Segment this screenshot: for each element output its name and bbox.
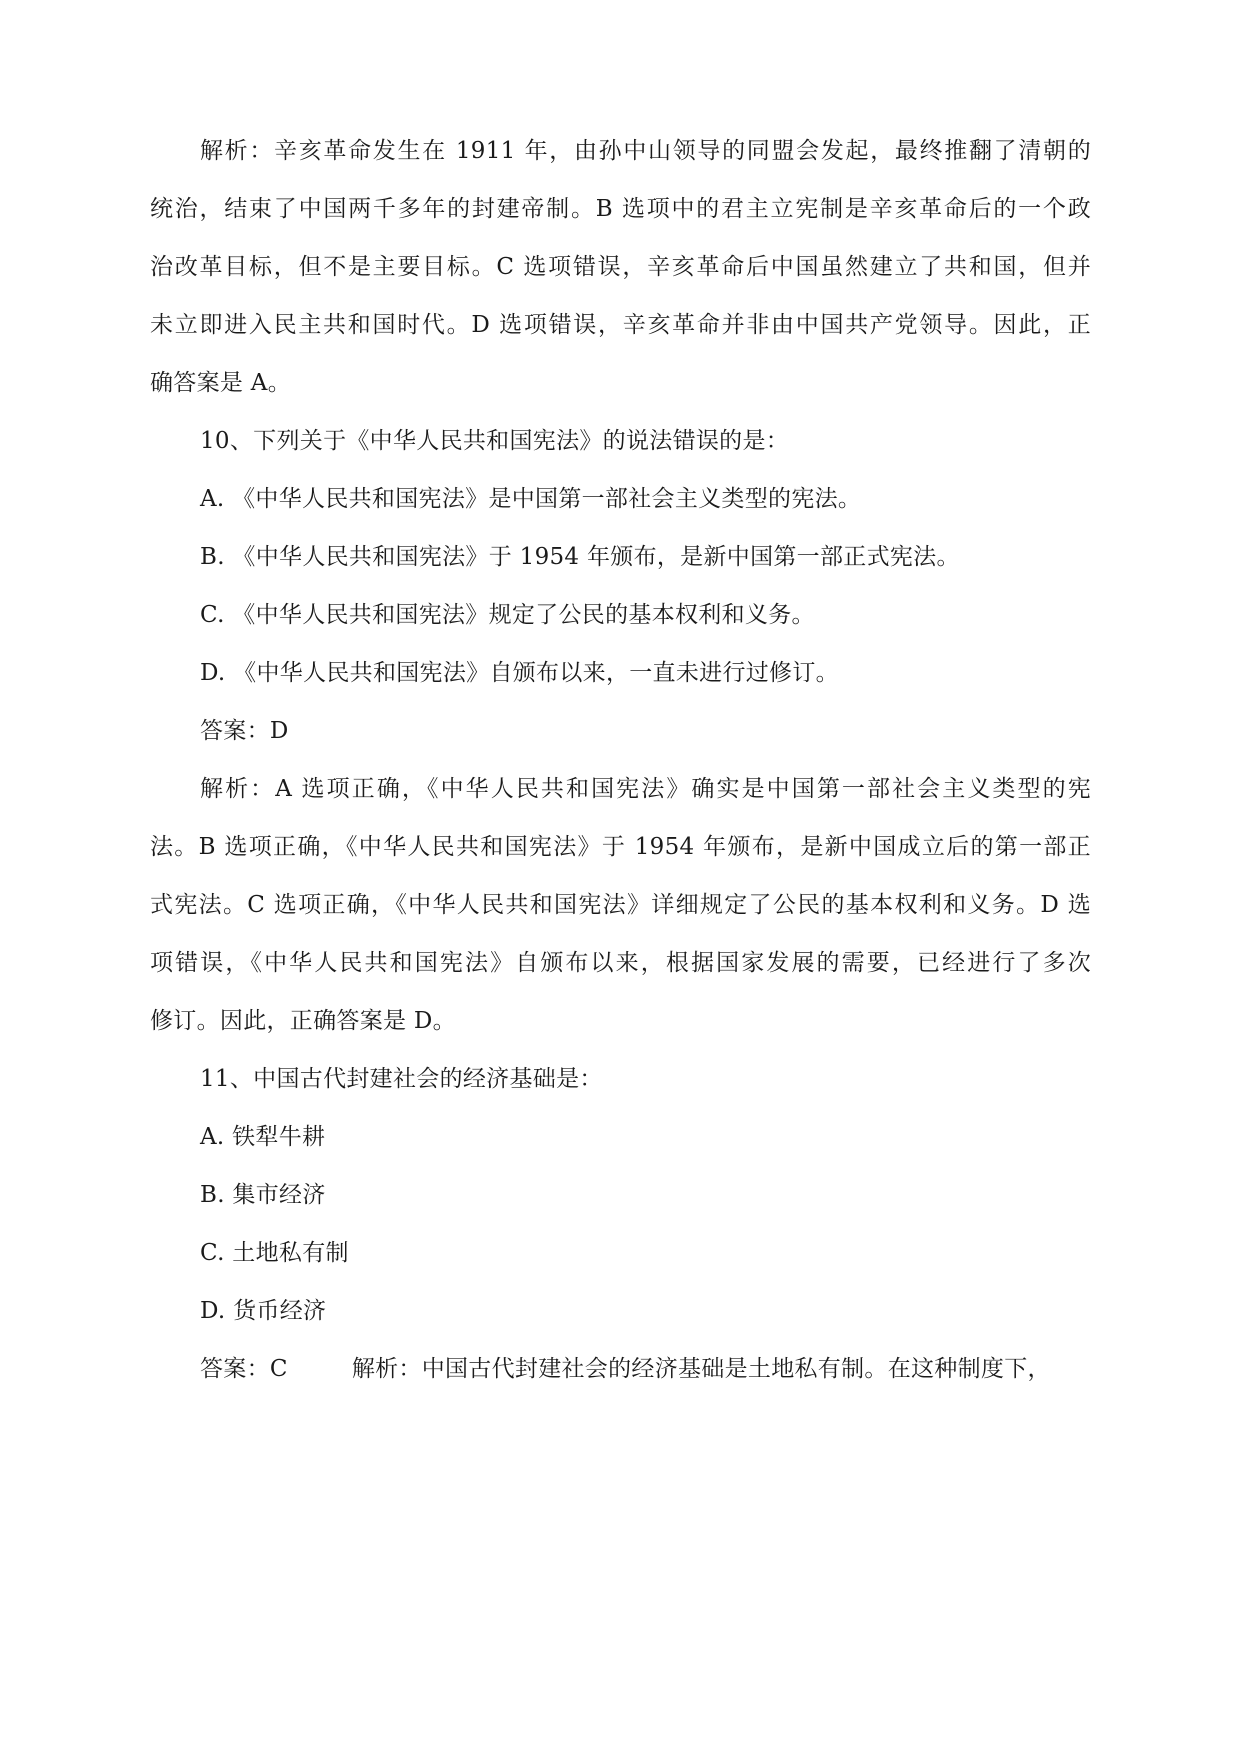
q9-analysis-line-1: 解析：辛亥革命发生在 1911 年，由孙中山领导的同盟会发起，最终推翻了清朝的 — [200, 138, 1091, 164]
q11-option-b: B. 集市经济 — [200, 1182, 326, 1208]
q9-analysis-line-4: 未立即进入民主共和国时代。D 选项错误，辛亥革命并非由中国共产党领导。因此，正 — [150, 312, 1091, 338]
q10-analysis-line-3: 式宪法。C 选项正确，《中华人民共和国宪法》详细规定了公民的基本权利和义务。D 选 — [150, 892, 1091, 918]
q9-analysis-line-3: 治改革目标，但不是主要目标。C 选项错误，辛亥革命后中国虽然建立了共和国，但并 — [150, 254, 1091, 280]
q11-option-d: D. 货币经济 — [200, 1298, 327, 1324]
q11-option-a: A. 铁犁牛耕 — [200, 1124, 326, 1150]
q11-question: 11、中国古代封建社会的经济基础是： — [200, 1066, 603, 1092]
q10-option-b: B. 《中华人民共和国宪法》于 1954 年颁布，是新中国第一部正式宪法。 — [200, 544, 960, 570]
q11-answer-analysis-line — [200, 1354, 1051, 1384]
q10-analysis-line-4: 项错误，《中华人民共和国宪法》自颁布以来，根据国家发展的需要，已经进行了多次 — [150, 950, 1091, 976]
q10-analysis-line-1: 解析：A 选项正确，《中华人民共和国宪法》确实是中国第一部社会主义类型的宪 — [200, 776, 1091, 802]
q10-option-c: C. 《中华人民共和国宪法》规定了公民的基本权利和义务。 — [200, 602, 815, 628]
q9-analysis-line-2: 统治，结束了中国两千多年的封建帝制。B 选项中的君主立宪制是辛亥革命后的一个政 — [150, 196, 1091, 222]
q10-analysis-line-5: 修订。因此，正确答案是 D。 — [150, 1008, 456, 1034]
q10-option-a: A. 《中华人民共和国宪法》是中国第一部社会主义类型的宪法。 — [200, 486, 862, 512]
q9-analysis-line-5: 确答案是 A。 — [150, 370, 292, 396]
q11-answer: 答案：C — [200, 1356, 288, 1382]
q10-answer: 答案：D — [200, 718, 289, 744]
q11-analysis-start: 解析：中国古代封建社会的经济基础是土地私有制。在这种制度下， — [351, 1356, 1051, 1382]
q10-option-d: D. 《中华人民共和国宪法》自颁布以来，一直未进行过修订。 — [200, 660, 839, 686]
q10-analysis-line-2: 法。B 选项正确，《中华人民共和国宪法》于 1954 年颁布，是新中国成立后的第一部正 — [150, 834, 1091, 860]
q10-question: 10、下列关于《中华人民共和国宪法》的说法错误的是： — [200, 428, 790, 454]
q11-option-c: C. 土地私有制 — [200, 1240, 349, 1266]
